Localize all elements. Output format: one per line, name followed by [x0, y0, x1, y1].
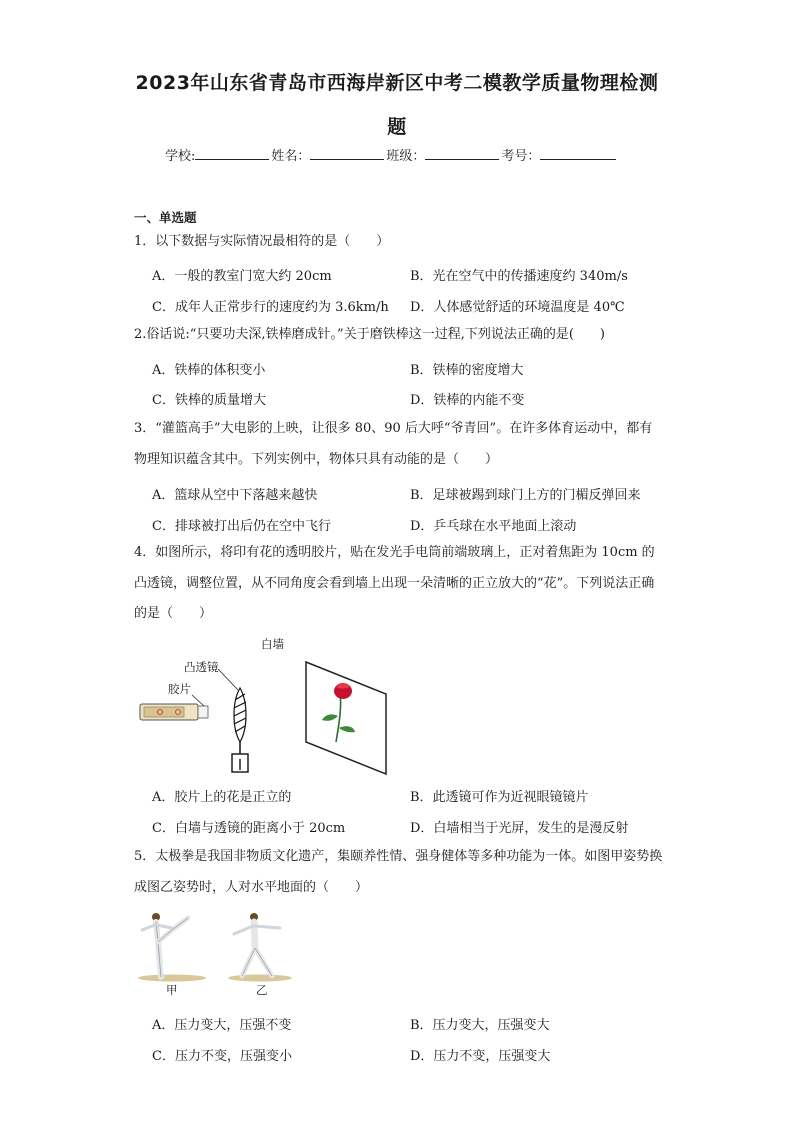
lens-label: 凸透镜 — [184, 660, 219, 674]
q3-option-d[interactable]: D．乒乓球在水平地面上滚动 — [410, 519, 577, 534]
q4-option-a[interactable]: A．胶片上的花是正立的 — [152, 790, 292, 805]
class-field[interactable] — [425, 147, 499, 160]
page-title-line2: 题 — [387, 116, 407, 138]
number-label: 考号： — [501, 149, 541, 164]
q2-option-c[interactable]: C．铁棒的质量增大 — [152, 393, 266, 408]
q1-option-d[interactable]: D．人体感觉舒适的环境温度是 40℃ — [410, 300, 625, 315]
q3-option-a[interactable]: A．篮球从空中下落越来越快 — [152, 488, 318, 503]
question-1-stem: 1．以下数据与实际情况最相符的是（ ） — [134, 234, 390, 249]
class-label: 班级： — [386, 149, 426, 164]
lens-experiment-figure — [134, 632, 394, 777]
q2-option-b[interactable]: B．铁棒的密度增大 — [410, 363, 524, 378]
taichi-pose-jia — [138, 913, 206, 982]
question-5-stem: 5．太极拳是我国非物质文化遗产，集颐养性情、强身健体等多种功能为一体。如图甲姿势换成图乙姿势时，人对水平地面的（ ） — [134, 849, 663, 895]
school-field[interactable] — [195, 147, 269, 160]
question-4-stem: 4．如图所示，将印有花的透明胶片，贴在发光手电筒前端玻璃上，正对着焦距为 10cm 的凸透镜，调整位置，从不同角度会看到墙上出现一朵清晰的正立放大的“花”。下列说法正确的是（ ） — [134, 545, 655, 621]
q1-option-c[interactable]: C．成年人正常步行的速度约为 3.6km/h — [152, 300, 389, 315]
q1-option-a[interactable]: A．一般的教室门宽大约 20cm — [152, 269, 332, 284]
figure-yi-label: 乙 — [256, 983, 268, 997]
student-info — [165, 145, 618, 164]
convex-lens-shape — [232, 688, 248, 772]
section-heading: 一、单选题 — [134, 210, 197, 225]
q5-option-b[interactable]: B．压力变大，压强变大 — [410, 1018, 550, 1033]
white-wall-shape — [306, 662, 386, 774]
number-field[interactable] — [540, 147, 616, 160]
figure-jia-label: 甲 — [166, 983, 178, 997]
q2-option-d[interactable]: D．铁棒的内能不变 — [410, 393, 525, 408]
q1-option-b[interactable]: B．光在空气中的传播速度约 340m/s — [410, 269, 628, 284]
q3-option-c[interactable]: C．排球被打出后仍在空中飞行 — [152, 519, 331, 534]
taichi-pose-yi — [228, 913, 292, 982]
q4-option-b[interactable]: B．此透镜可作为近视眼镜镜片 — [410, 790, 589, 805]
q5-option-c[interactable]: C．压力不变，压强变小 — [152, 1049, 292, 1064]
question-2-stem: 2.俗话说:“只要功夫深,铁棒磨成针。”关于磨铁棒这一过程,下列说法正确的是( ) — [134, 327, 605, 342]
wall-label: 白墙 — [261, 637, 284, 651]
q2-option-a[interactable]: A．铁棒的体积变小 — [152, 363, 266, 378]
q5-option-a[interactable]: A．压力变大，压强不变 — [152, 1018, 292, 1033]
school-label: 学校: — [165, 149, 196, 164]
name-label: 姓名： — [271, 149, 311, 164]
q4-option-d[interactable]: D．白墙相当于光屏，发生的是漫反射 — [410, 821, 629, 836]
film-label: 胶片 — [168, 682, 191, 696]
page-title: 2023年山东省青岛市西海岸新区中考二模教学质量物理检测 — [135, 72, 659, 94]
q3-option-b[interactable]: B．足球被踢到球门上方的门楣反弹回来 — [410, 488, 641, 503]
taichi-figure — [134, 908, 304, 988]
question-3-stem: 3．“灌篮高手”大电影的上映，让很多 80、90 后大呼“爷青回”。在许多体育运动中，都有物理知识蕴含其中。下列实例中，物体只具有动能的是（ ） — [134, 421, 653, 467]
q4-option-c[interactable]: C．白墙与透镜的距离小于 20cm — [152, 821, 346, 836]
q5-option-d[interactable]: D．压力不变，压强变大 — [410, 1049, 551, 1064]
name-field[interactable] — [310, 147, 384, 160]
